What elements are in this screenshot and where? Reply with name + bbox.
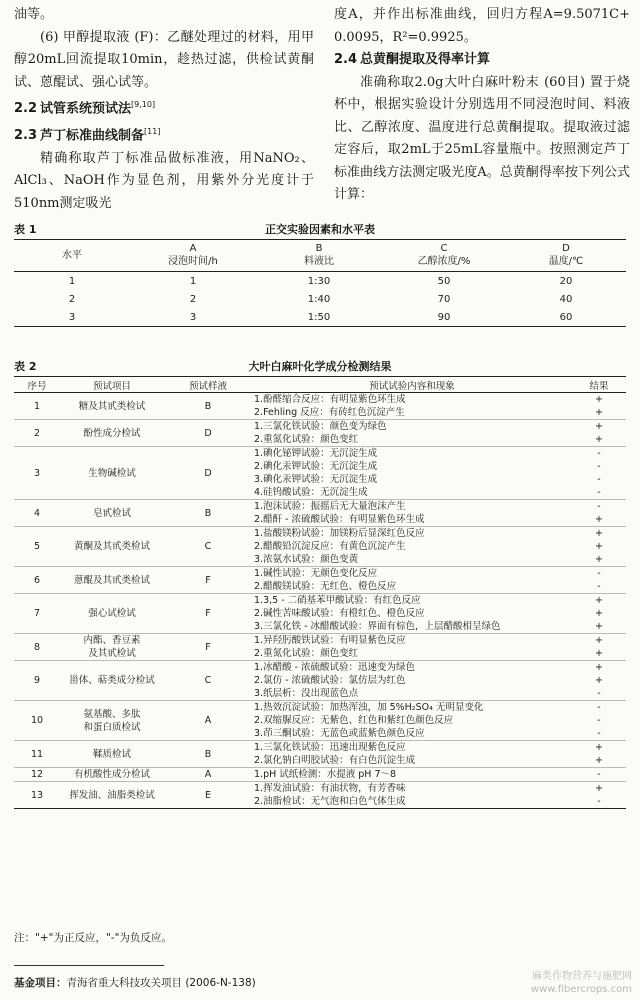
sample-solution: C [164, 661, 252, 701]
heading-text: 芦丁标准曲线制备 [40, 128, 145, 144]
table1-row [14, 272, 626, 291]
test-result: - [597, 769, 601, 780]
test-details [252, 768, 572, 782]
citation-ref: [9,10] [131, 100, 156, 109]
table2-header-cell: 结果 [572, 377, 626, 393]
test-detail-line: 1.pH 试纸检测：水提液 pH 7～8 [254, 769, 397, 780]
test-result: - [597, 568, 601, 579]
table2-row [14, 567, 626, 594]
test-item: 皂甙检试 [60, 500, 164, 527]
test-item: 甾体、萜类成分检试 [60, 661, 164, 701]
test-result: - [597, 448, 601, 459]
table2-row [14, 420, 626, 447]
test-results [572, 527, 626, 567]
sample-solution: A [164, 701, 252, 741]
test-details [252, 567, 572, 594]
test-results [572, 768, 626, 782]
test-result: + [595, 514, 603, 525]
table1-cell: 20 [559, 275, 573, 287]
table1-header-cell [130, 240, 256, 272]
test-result: - [597, 688, 601, 699]
table2-row [14, 594, 626, 634]
test-detail-line: 2.氯化钠白明胶试验：有白色沉淀生成 [254, 755, 416, 766]
paragraph-rutin-standard: 精确称取芦丁标准品做标准液，用NaNO₂、AlCl₃、NaOH作为显色剂，用紫外分光度计于510nm测定吸光 [14, 150, 314, 211]
test-details [252, 393, 572, 420]
test-item: 黄酮及其甙类检试 [60, 527, 164, 567]
test-detail-line: 2.重氮化试验：颜色变红 [254, 434, 359, 445]
paragraph-extraction: 准确称取2.0g大叶白麻叶粉末 (60目) 置于烧杯中，根据实验设计分别选用不同浸泡时间、料液比、乙醇浓度、温度进行总黄酮提取。提取液过滤定容后，取2mL于25mL容量瓶中。按照测定芦丁标准曲线方法测定吸光度A。总黄酮得率按下列公式计算： [334, 74, 630, 202]
test-result: - [597, 581, 601, 592]
test-result: + [595, 421, 603, 432]
table1-cell: 1:50 [307, 311, 331, 323]
table1-cell: 1 [189, 275, 197, 287]
heading-2-4 [334, 49, 630, 72]
test-item: 鞣质检试 [60, 741, 164, 768]
sample-solution: B [164, 393, 252, 420]
table1-row [14, 290, 626, 308]
table1-cell: 60 [559, 311, 573, 323]
test-detail-line: 2.碱性苦味酸试验：有橙红色、橙色反应 [254, 608, 425, 619]
sample-solution: E [204, 789, 211, 801]
test-result: - [597, 702, 601, 713]
test-result: + [595, 394, 603, 405]
paragraph-continuation: 油等。 [14, 7, 54, 22]
table1-header-cell [506, 240, 626, 272]
test-result: + [595, 635, 603, 646]
test-results [572, 447, 626, 500]
test-results [572, 500, 626, 527]
test-detail-line: 3.碘化汞钾试验：无沉淀生成 [254, 474, 378, 485]
table1-header-cell [382, 240, 506, 272]
funding-label: 基金项目： [14, 977, 67, 989]
sample-solution: B [164, 500, 252, 527]
table2-label: 表 2 [14, 360, 37, 373]
test-result: + [595, 595, 603, 606]
row-number: 9 [14, 661, 60, 701]
test-result: - [597, 715, 601, 726]
table1-cell: 2 [189, 293, 197, 305]
table1-cell: 90 [437, 311, 451, 323]
table2-row [14, 768, 626, 782]
table2-caption [14, 358, 626, 374]
test-detail-line: 3.纸层析：没出现蓝色点 [254, 688, 359, 699]
test-details [252, 500, 572, 527]
test-detail-line: 1.挥发油试验：有油状物，有芳香味 [254, 783, 406, 794]
table2-header-row [14, 377, 626, 393]
test-detail-line: 1.热效沉淀试验：加热浑浊，加 5%H₂SO₄ 无明显变化 [254, 702, 484, 713]
row-number: 8 [14, 634, 60, 661]
test-details [252, 420, 572, 447]
watermark [531, 970, 632, 996]
test-results [572, 393, 626, 420]
test-results [572, 567, 626, 594]
test-detail-line: 2.氯仿 - 浓硫酸试验：氯仿层为红色 [254, 675, 406, 686]
table1-header-factor: 水平 [62, 249, 82, 261]
row-number: 11 [14, 741, 60, 768]
table2-body [14, 393, 626, 809]
table2-row [14, 661, 626, 701]
funding-footnote [14, 975, 256, 990]
test-results [572, 420, 626, 447]
test-result: + [595, 675, 603, 686]
table2-header-cell: 预试样液 [164, 377, 252, 393]
test-detail-line: 2.醋酸铅沉淀反应：有黄色沉淀产生 [254, 541, 406, 552]
right-column [334, 4, 630, 207]
heading-number: 2.2 [14, 101, 38, 117]
test-result: + [595, 648, 603, 659]
table2-row [14, 393, 626, 420]
citation-ref: [11] [144, 126, 161, 136]
sample-solution: F [164, 567, 252, 594]
table1-cell: 50 [437, 275, 451, 287]
table1-cell: 2 [68, 293, 76, 305]
test-result: - [597, 728, 601, 739]
test-details [252, 782, 572, 809]
funding-text: 青海省重大科技攻关项目 (2006-N-138) [66, 977, 256, 989]
test-detail-line: 1.酚醛缩合反应：有明显紫色环生成 [254, 394, 406, 405]
test-result: - [597, 501, 601, 512]
test-details [252, 447, 572, 500]
sample-solution: D [164, 447, 252, 500]
test-item: 糖及其甙类检试 [60, 393, 164, 420]
table1-label: 表 1 [14, 223, 37, 236]
test-detail-line: 1.三氯化铁试验：颜色变为绿色 [254, 421, 387, 432]
table2-row [14, 447, 626, 500]
table1-header-cell [14, 240, 130, 272]
table2-row [14, 782, 626, 809]
test-results [572, 594, 626, 634]
test-result: - [597, 487, 601, 498]
test-details [252, 594, 572, 634]
test-result: + [595, 742, 603, 753]
test-detail-line: 1.异羟肟酸铁试验：有明显紫色反应 [254, 635, 406, 646]
test-details [252, 661, 572, 701]
test-detail-line: 3.三氯化铁 - 冰醋酸试验：界面有棕色，上层醋酸相呈绿色 [254, 621, 501, 632]
test-results [572, 701, 626, 741]
paragraph-regression: 度A，并作出标准曲线，回归方程A=9.5071C+ 0.0095，R²=0.9925。 [334, 7, 630, 45]
heading-number: 2.3 [14, 128, 38, 144]
row-number: 4 [14, 500, 60, 527]
sample-solution: D [164, 420, 252, 447]
test-detail-line: 4.硅钨酸试验：无沉淀生成 [254, 487, 368, 498]
test-item: 氨基酸、多肽 和蛋白质检试 [60, 701, 164, 741]
heading-2-2 [14, 94, 314, 121]
test-details [252, 741, 572, 768]
table1-cell: 1 [68, 275, 76, 287]
sample-solution: B [164, 741, 252, 768]
test-result: + [595, 608, 603, 619]
test-detail-line: 2.双缩脲反应：无紫色、红色和紫红色颜色反应 [254, 715, 454, 726]
table2-row [14, 741, 626, 768]
table2-header-cell: 预试项目 [60, 377, 164, 393]
table1-cell: 3 [189, 311, 197, 323]
test-result: + [595, 407, 603, 418]
table1-cell: 70 [437, 293, 451, 305]
test-detail-line: 2.油脂检试：无气泡和白色气体生成 [254, 796, 406, 807]
table2-title: 大叶白麻叶化学成分检测结果 [248, 360, 392, 373]
table1-header-label: 乙醇浓度/% [417, 256, 471, 267]
test-result: - [597, 461, 601, 472]
table1-title: 正交实验因素和水平表 [265, 223, 375, 236]
test-detail-line: 1.盐酸镁粉试验：加镁粉后显深红色反应 [254, 528, 425, 539]
test-item: 挥发油、油脂类检试 [69, 789, 155, 801]
row-number: 7 [14, 594, 60, 634]
sample-solution: F [164, 634, 252, 661]
test-detail-line: 3.茚三酮试验：无蓝色或蓝紫色颜色反应 [254, 728, 425, 739]
test-detail-line: 2.重氮化试验：颜色变红 [254, 648, 359, 659]
test-detail-line: 1.碘化铋钾试验：无沉淀生成 [254, 448, 378, 459]
test-result: + [595, 528, 603, 539]
heading-number: 2.4 [334, 52, 358, 67]
table1-cell: 1:40 [307, 293, 331, 305]
table1-header-label: 浸泡时间/h [168, 256, 218, 267]
table2-row [14, 500, 626, 527]
test-results [572, 634, 626, 661]
table1-body [14, 272, 626, 327]
test-item: 有机酸性成分检试 [60, 768, 164, 782]
footnote-divider [14, 965, 164, 966]
row-number: 12 [14, 768, 60, 782]
heading-text: 试管系统预试法 [40, 101, 132, 117]
test-item: 酚性成分检试 [60, 420, 164, 447]
table1-cell: 3 [68, 311, 76, 323]
test-detail-line: 3.浓氨水试验：颜色变黄 [254, 554, 359, 565]
heading-2-3 [14, 121, 314, 148]
test-detail-line: 2.碘化汞钾试验：无沉淀生成 [254, 461, 378, 472]
orthogonal-factor-table [14, 239, 626, 327]
table1-header-label: 料液比 [304, 256, 334, 267]
watermark-url: www.fibercrops.com [530, 984, 632, 995]
test-results [572, 782, 626, 809]
table2-header-cell: 序号 [14, 377, 60, 393]
test-result: + [595, 621, 603, 632]
row-number: 3 [14, 447, 60, 500]
test-result: + [595, 783, 603, 794]
table1-caption [14, 221, 626, 237]
table2-row [14, 527, 626, 567]
row-number: 13 [30, 789, 44, 801]
test-detail-line: 1.泡沫试验：振摇后无大量泡沫产生 [254, 501, 406, 512]
table1-cell: 1:30 [307, 275, 331, 287]
test-results [572, 661, 626, 701]
test-result: + [595, 541, 603, 552]
chemical-component-table [14, 376, 626, 809]
test-detail-line: 2.醋酸镁试验：无红色、橙色反应 [254, 581, 397, 592]
test-details [252, 527, 572, 567]
test-result: - [597, 796, 601, 807]
row-number: 1 [14, 393, 60, 420]
table2-row [14, 701, 626, 741]
row-number: 2 [14, 420, 60, 447]
test-result: + [595, 434, 603, 445]
test-detail-line: 1.冰醋酸 - 浓硫酸试验：迅速变为绿色 [254, 662, 416, 673]
table2-header-cell: 预试试验内容和现象 [252, 377, 572, 393]
sample-solution: F [164, 594, 252, 634]
row-number: 6 [14, 567, 60, 594]
heading-text: 总黄酮提取及得率计算 [360, 52, 491, 67]
test-item: 生物碱检试 [60, 447, 164, 500]
test-details [252, 634, 572, 661]
table1-cell: 40 [559, 293, 573, 305]
table1-header-factor: B [315, 243, 323, 254]
table1-header-cell [256, 240, 382, 272]
test-result: + [595, 662, 603, 673]
left-column [14, 4, 314, 215]
test-detail-line: 1.三氯化铁试验：迅速出现紫色反应 [254, 742, 406, 753]
row-number: 5 [14, 527, 60, 567]
test-detail-line: 2.Fehling 反应：有砖红色沉淀产生 [254, 407, 405, 418]
sample-solution: A [164, 768, 252, 782]
watermark-site-name: 麻类作物营养与施肥网 [532, 971, 632, 982]
table1-header-factor: A [189, 243, 197, 254]
test-result: + [595, 755, 603, 766]
paragraph-methanol-extract: (6) 甲醇提取液 (F)：乙醚处理过的材料，用甲醇20mL回流提取10min，趁热过滤，供检试黄酮试、蒽醌试、强心试等。 [14, 29, 314, 90]
sample-solution: C [164, 527, 252, 567]
test-detail-line: 1.3,5 - 二硝基苯甲酸试验：有红色反应 [254, 595, 421, 606]
table1-header-label: 温度/℃ [548, 256, 584, 267]
test-detail-line: 1.碱性试验：无颜色变化反应 [254, 568, 378, 579]
table1-header-row [14, 240, 626, 272]
test-detail-line: 2.醋酐 - 浓硫酸试验：有明显紫色环生成 [254, 514, 425, 525]
test-result: + [595, 554, 603, 565]
row-number: 10 [14, 701, 60, 741]
table2-row [14, 634, 626, 661]
test-item: 内酯、香豆素 及其甙检试 [60, 634, 164, 661]
test-results [572, 741, 626, 768]
test-result: - [597, 474, 601, 485]
table1-row [14, 308, 626, 327]
test-item: 强心试检试 [60, 594, 164, 634]
table1-header-factor: D [562, 243, 570, 254]
test-item: 蒽醌及其甙类检试 [60, 567, 164, 594]
table1-header-factor: C [440, 243, 448, 254]
table-note: 注："+"为正反应，"-"为负反应。 [14, 932, 172, 944]
test-details [252, 701, 572, 741]
